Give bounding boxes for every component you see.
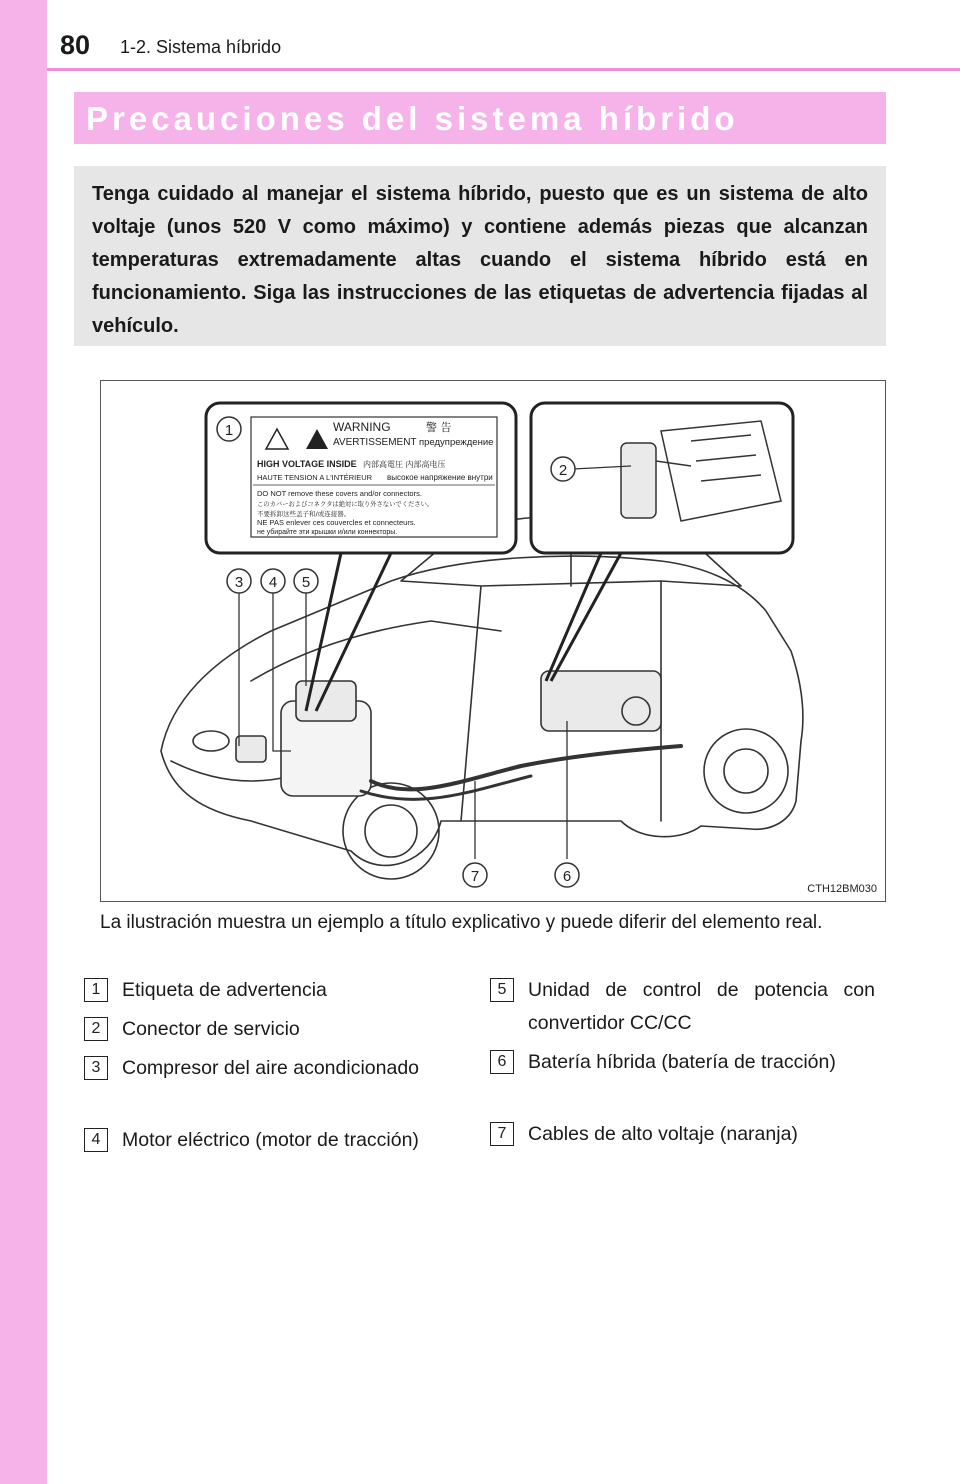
- ac-compressor: [236, 736, 266, 762]
- label-line5: DO NOT remove these covers and/or connectors.: [257, 489, 422, 498]
- label-line6: このカバーおよびコネクタは絶対に取り外さないでください。: [257, 501, 434, 508]
- callout-3: [227, 569, 251, 593]
- label-line7: 不要拆卸这些盖子和/或连接器。: [257, 510, 351, 518]
- figure-caption: La ilustración muestra un ejemplo a título explicativo y puede diferir del elemento real.: [100, 912, 823, 933]
- svg-text:7: 7: [470, 868, 480, 885]
- label-line9: не убирайте эти крышки и/или коннекторы.: [257, 529, 398, 536]
- callout-5: [294, 569, 318, 593]
- svg-text:1: 1: [224, 422, 234, 439]
- car-diagram: [101, 381, 885, 901]
- car-body: [161, 556, 803, 865]
- front-wheel-hub: [365, 805, 417, 857]
- legend-text: Batería híbrida (batería de tracción): [528, 1051, 836, 1073]
- legend-number: 6: [490, 1050, 514, 1074]
- figure-code: CTH12BM030: [807, 883, 877, 895]
- legend-number: 5: [490, 978, 514, 1002]
- legend-text: Unidad de control de potencia con convertidor CC/CC: [528, 979, 875, 1034]
- legend-number: 2: [84, 1017, 108, 1041]
- legend-text: Compresor del aire acondicionado: [122, 1057, 420, 1079]
- svg-text:4: 4: [268, 574, 278, 591]
- car-grille: [171, 761, 291, 781]
- label-line2b: предупреждение: [419, 437, 494, 448]
- car-headlight: [193, 731, 229, 751]
- callout-4: [261, 569, 285, 593]
- page-number: 80: [60, 30, 91, 60]
- legend-text: Cables de alto voltaje (naranja): [528, 1123, 798, 1145]
- rear-wheel-hub: [724, 749, 768, 793]
- callout-1: [217, 417, 241, 441]
- pointer-plug: [546, 553, 621, 681]
- svg-text:3: 3: [234, 574, 244, 591]
- legend-number: 7: [490, 1122, 514, 1146]
- svg-text:5: 5: [301, 574, 311, 591]
- page-title: Precauciones del sistema híbrido: [86, 100, 739, 137]
- side-tab: [0, 0, 47, 1484]
- label-line2: AVERTISSEMENT: [333, 437, 417, 448]
- label-line4: HAUTE TENSION A L'INTÉRIEUR: [257, 473, 373, 482]
- svg-text:6: 6: [562, 868, 572, 885]
- hv-cables: [371, 746, 681, 789]
- label-line4b: высокое напряжение внутри: [387, 473, 493, 482]
- label-line1b: 警 告: [426, 421, 452, 434]
- legend-text: Etiqueta de advertencia: [122, 979, 327, 1001]
- label-line3b: 内部高電圧 内部高电压: [363, 460, 446, 469]
- legend-number: 1: [84, 978, 108, 1002]
- car-hood: [251, 621, 501, 681]
- label-line8: NE PAS enlever ces couvercles et connecteurs.: [257, 518, 416, 527]
- header-rule: [47, 68, 960, 71]
- title-bar: [74, 92, 886, 144]
- legend-text: Conector de servicio: [122, 1018, 300, 1040]
- inset-warning-label: [206, 403, 516, 553]
- label-line3: HIGH VOLTAGE INSIDE: [257, 459, 357, 469]
- hybrid-system-illustration: [100, 380, 886, 902]
- callout-7: [463, 863, 487, 887]
- callout-6: [555, 863, 579, 887]
- hybrid-battery: [541, 671, 661, 731]
- section-header: 1-2. Sistema híbrido: [120, 37, 282, 57]
- label-line1: WARNING: [333, 420, 391, 434]
- svg-text:2: 2: [558, 462, 568, 479]
- legend-number: 3: [84, 1056, 108, 1080]
- callout-2: [551, 457, 575, 481]
- legend-number: 4: [84, 1128, 108, 1152]
- intro-box: [74, 166, 886, 346]
- intro-text: Tenga cuidado al manejar el sistema híbrido, puesto que es un sistema de alto voltaje (unos 520 V como máximo) y contiene además piezas que alcanzan temperaturas extremadamente altas cuando el sistema híbrido está en funcionamiento. Siga las instrucciones de las etiquetas de advertencia fijadas al vehículo.: [92, 183, 868, 337]
- rear-wheel: [704, 729, 788, 813]
- legend-text: Motor eléctrico (motor de tracción): [122, 1129, 419, 1151]
